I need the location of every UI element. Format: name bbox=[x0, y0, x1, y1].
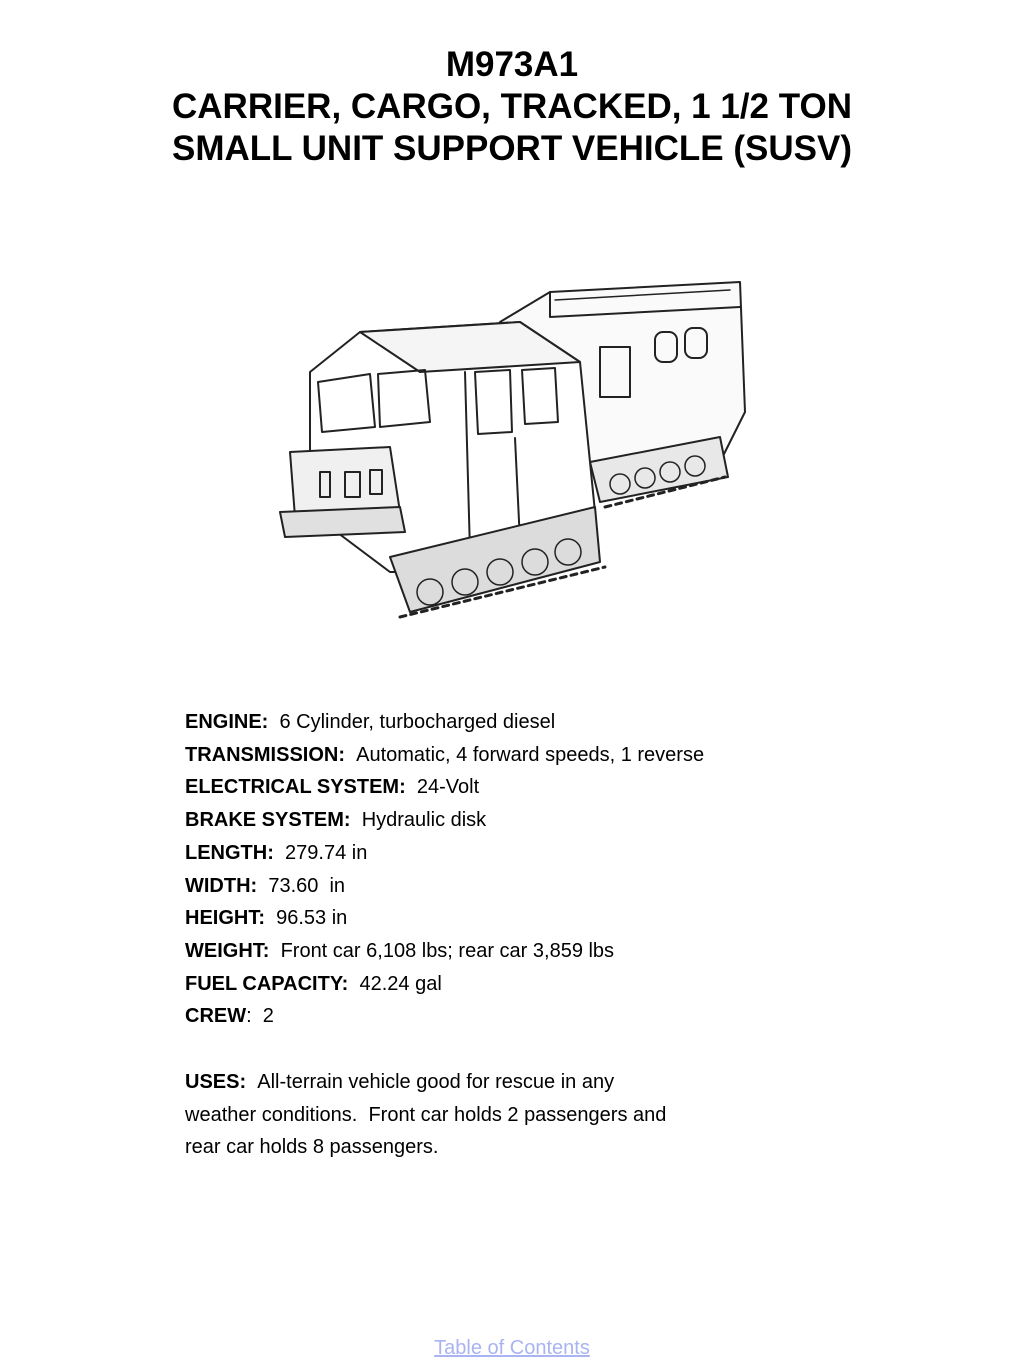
spec-label: CREW bbox=[185, 1005, 247, 1028]
spec-label: ENGINE: bbox=[185, 711, 269, 733]
spec-label: FUEL CAPACITY: bbox=[185, 972, 349, 995]
spec-brake-system bbox=[185, 804, 805, 837]
spec-height bbox=[185, 902, 805, 935]
spec-weight bbox=[185, 935, 805, 968]
uses-line-1 bbox=[185, 1066, 805, 1099]
uses-text: All-terrain vehicle good for rescue in any bbox=[257, 1071, 615, 1093]
spec-list bbox=[185, 706, 805, 1033]
title-designation: CARRIER, CARGO, TRACKED, 1 1/2 TON bbox=[172, 87, 852, 126]
spec-length bbox=[185, 837, 805, 870]
uses-line-3: rear car holds 8 passengers. bbox=[185, 1136, 439, 1159]
table-of-contents-link[interactable]: Table of Contents bbox=[434, 1337, 590, 1359]
vehicle-illustration bbox=[250, 262, 760, 642]
spec-value: Automatic, 4 forward speeds, 1 reverse bbox=[356, 743, 705, 766]
spec-label: BRAKE SYSTEM: bbox=[185, 809, 351, 832]
title-model: M973A1 bbox=[445, 45, 579, 84]
spec-width bbox=[185, 870, 805, 903]
spec-value: : 2 bbox=[246, 1005, 274, 1028]
uses-line-2: weather conditions. Front car holds 2 passengers and bbox=[185, 1103, 667, 1126]
title-vehicle-name: SMALL UNIT SUPPORT VEHICLE (SUSV) bbox=[172, 129, 852, 168]
spec-value: 42.24 gal bbox=[359, 972, 442, 995]
spec-value: 279.74 in bbox=[285, 841, 368, 864]
spec-value: 96.53 in bbox=[276, 907, 348, 930]
spec-fuel-capacity bbox=[185, 968, 805, 1001]
uses-paragraph bbox=[185, 1066, 805, 1164]
spec-value: 6 Cylinder, turbocharged diesel bbox=[279, 711, 556, 733]
spec-label: WIDTH: bbox=[185, 874, 258, 897]
spec-label: LENGTH: bbox=[185, 841, 274, 864]
spec-label: HEIGHT: bbox=[185, 907, 265, 930]
spec-engine bbox=[185, 706, 805, 739]
spec-label: WEIGHT: bbox=[185, 939, 270, 962]
spec-crew bbox=[185, 1000, 805, 1033]
spec-value: Hydraulic disk bbox=[361, 809, 487, 832]
spec-electrical-system bbox=[185, 771, 805, 804]
spec-value: 24-Volt bbox=[416, 776, 480, 799]
spec-value: 73.60 in bbox=[268, 874, 346, 897]
uses-label: USES: bbox=[185, 1071, 247, 1093]
spec-value: Front car 6,108 lbs; rear car 3,859 lbs bbox=[280, 939, 615, 962]
spec-label: ELECTRICAL SYSTEM: bbox=[185, 776, 406, 799]
spec-transmission bbox=[185, 739, 805, 772]
spec-label: TRANSMISSION: bbox=[185, 743, 345, 766]
page-title bbox=[0, 44, 1024, 170]
